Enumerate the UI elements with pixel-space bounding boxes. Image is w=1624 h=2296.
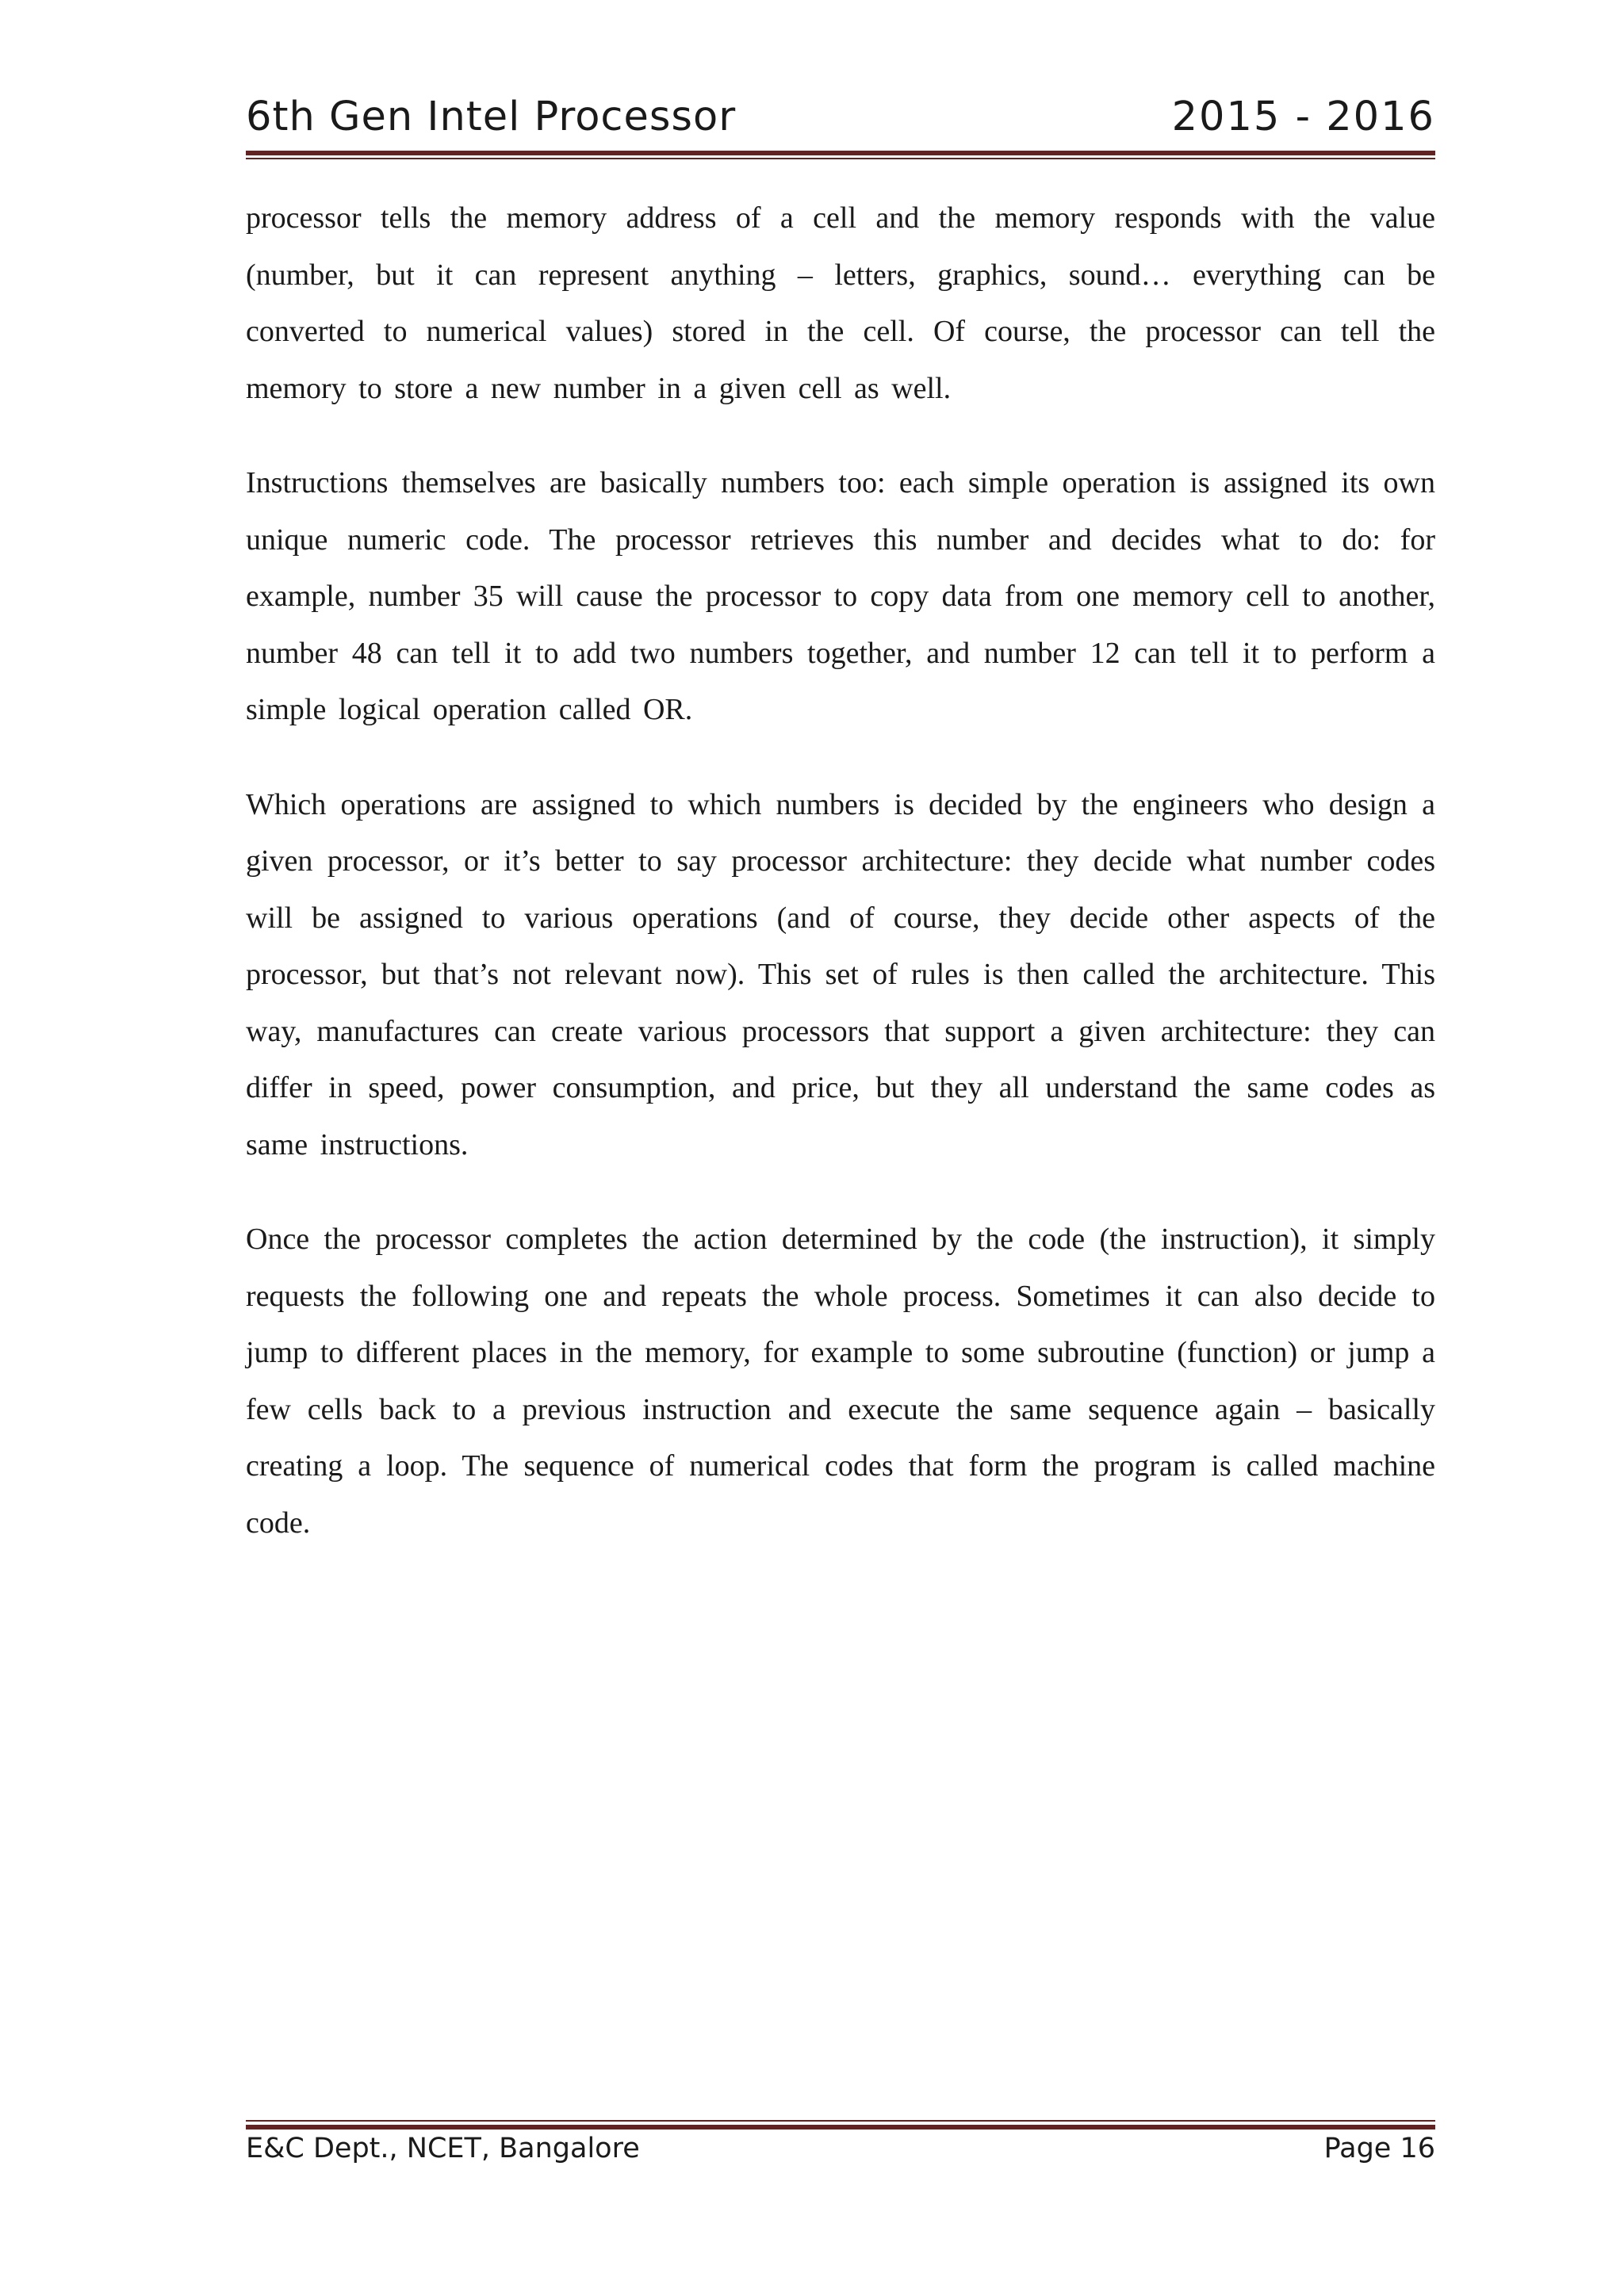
page-footer xyxy=(246,2133,1435,2180)
paragraph-1: processor tells the memory address of a cell and the memory responds with the value (number, but it can represent anything – letters, graphics, sound… everything can be converted to numerical values) stored in the cell. Of course, the processor can tell the memory to store a new number in a given cell as well. xyxy=(246,201,1435,405)
page-header xyxy=(246,94,1435,149)
footer-page-number: Page 16 xyxy=(1323,2133,1435,2164)
header-rule-thick xyxy=(246,151,1435,155)
paragraph-4: Once the processor completes the action determined by the code (the instruction), it simply requests the following one and repeats the whole process. Sometimes it can also decide to jump to different places in the memory, for example to some subroutine (function) or jump a few cells back to a previous instruction and execute the same sequence again – basically creating a loop. The sequence of numerical codes that form the program is called machine code. xyxy=(246,1223,1435,1540)
header-title: 6th Gen Intel Processor xyxy=(246,94,737,140)
paragraph-3: Which operations are assigned to which numbers is decided by the engineers who design a given processor, or it’s better to say processor architecture: they decide what number codes will be assigned to various operations (and of course, they decide other aspects of the processor, but that’s not relevant now). This set of rules is then called the architecture. This way, manufactures can create various processors that support a given architecture: they can differ in speed, power consumption, and price, but they all understand the same codes as same instructions. xyxy=(246,787,1435,1161)
paragraph-2: Instructions themselves are basically numbers too: each simple operation is assigned its own unique numeric code. The processor retrieves this number and decides what to do: for example, number 35 will cause the processor to copy data from one memory cell to another, number 48 can tell it to add two numbers together, and number 12 can tell it to perform a simple logical operation called OR. xyxy=(246,466,1435,726)
header-year: 2015 - 2016 xyxy=(1171,94,1435,140)
footer-rule-thick xyxy=(246,2125,1435,2130)
body-text xyxy=(246,190,1435,1590)
header-rule-thin xyxy=(246,158,1435,159)
footer-rule-thin xyxy=(246,2120,1435,2122)
footer-department: E&C Dept., NCET, Bangalore xyxy=(246,2133,640,2164)
